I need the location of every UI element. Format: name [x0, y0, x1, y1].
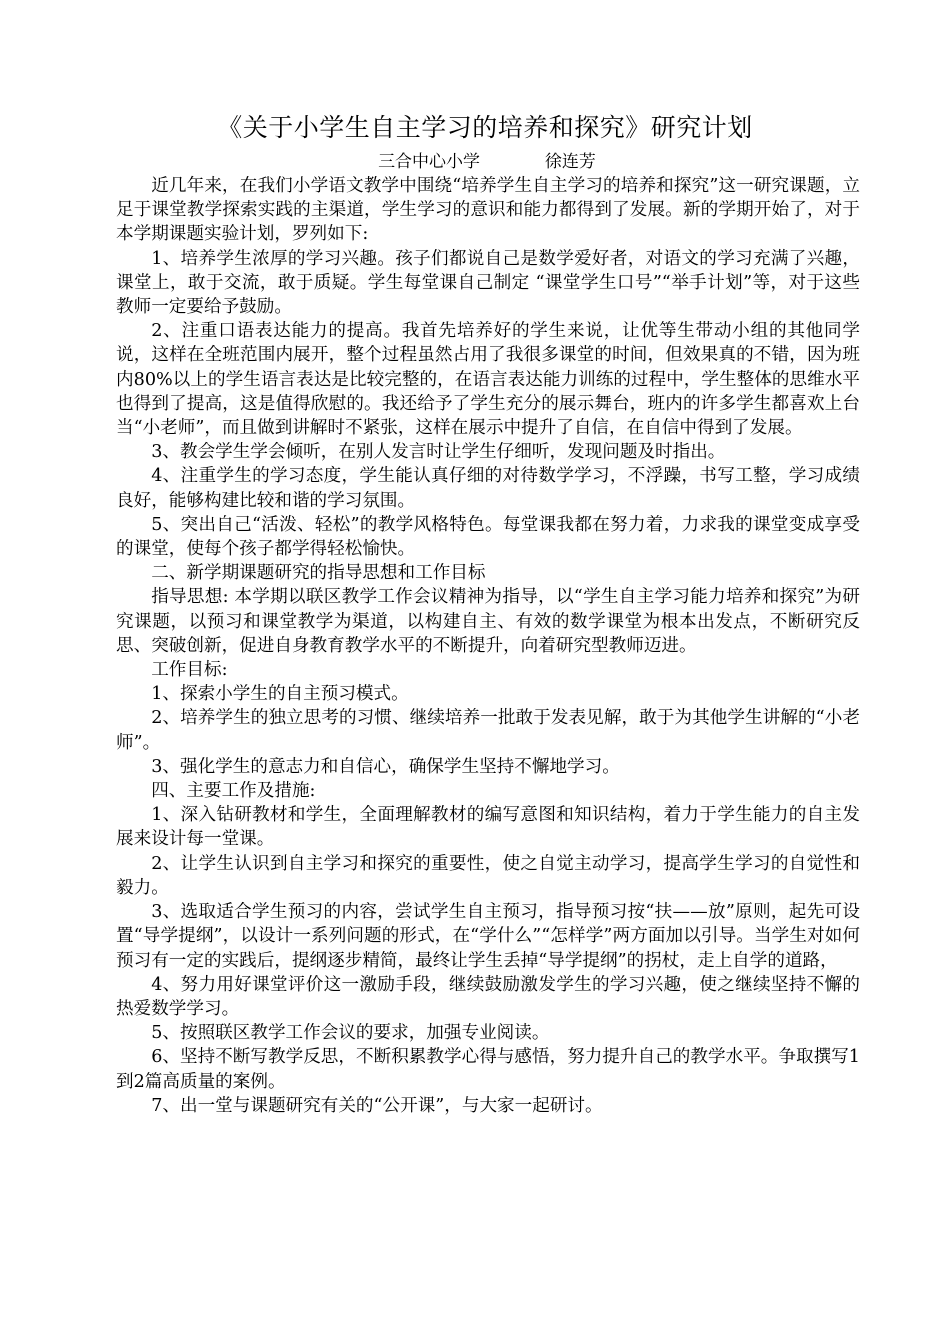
paragraph-guiding-idea: 指导思想: 本学期以联区教学工作会议精神为指导，以“学生自主学习能力培养和探究”为研究课题，以预习和课堂教学为渠道，以构建自主、有效的数学课堂为根本出发点，不断研究反思、突破创新，促进自身教育教学水平的不断提升，向着研究型教师迈进。: [116, 587, 860, 656]
measure-item-1: 1、深入钻研教材和学生，全面理解教材的编写意图和知识结构，着力于学生能力的自主发展来设计每一堂课。: [116, 805, 860, 850]
paragraph-intro: 近几年来，在我们小学语文教学中围绕“培养学生自主学习的培养和探究”这一研究课题，立足于课堂教学探索实践的主渠道，学生学习的意识和能力都得到了发展。新的学期开始了，对于本学期课题实验计划，罗列如下:: [116, 176, 860, 245]
measure-item-7: 7、出一堂与课题研究有关的“公开课”，与大家一起研讨。: [151, 1095, 603, 1116]
goal-item-3: 3、强化学生的意志力和自信心，确保学生坚持不懈地学习。: [151, 756, 620, 777]
goal-item-2: 2、培养学生的独立思考的习惯、继续培养一批敢于发表见解，敢于为其他学生讲解的“小老师”。: [116, 708, 860, 753]
measure-item-2: 2、让学生认识到自主学习和探究的重要性，使之自觉主动学习，提高学生学习的自觉性和毅力。: [116, 853, 860, 898]
measure-item-4: 4、努力用好课堂评价这一激励手段，继续鼓励激发学生的学习兴趣，使之继续坚持不懈的热爱数学学习。: [116, 974, 860, 1019]
measure-item-3: 3、选取适合学生预习的内容，尝试学生自主预习，指导预习按“扶——放”原则，起先可设置“导学提纲”，以设计一系列问题的形式，在“学什么”“怎样学”两方面加以引导。当学生对如何预习有一定的实践后，提纲逐步精简，最终让学生丢掉“导学提纲”的拐杖，走上自学的道路，: [116, 902, 860, 971]
section-heading-4: 四、主要工作及措施:: [151, 781, 316, 802]
paragraph-item-1: 1、培养学生浓厚的学习兴趣。孩子们都说自己是数学爱好者，对语文的学习充满了兴趣，课堂上，敢于交流，敢于质疑。学生每堂课自己制定 “课堂学生口号”“举手计划”等，对于这些教师一定要给予鼓励。: [116, 248, 860, 318]
document-title: 《关于小学生自主学习的培养和探究》研究计划: [217, 113, 753, 142]
paragraph-item-3: 3、教会学生学会倾听，在别人发言时让学生仔细听，发现问题及时指出。: [151, 442, 726, 463]
subheading-work-goals: 工作目标:: [151, 660, 228, 681]
goal-item-1: 1、探索小学生的自主预习模式。: [151, 684, 409, 705]
document-body: [116, 174, 860, 1118]
paragraph-item-5: 5、突出自己“活泼、轻松”的教学风格特色。每堂课我都在努力着，力求我的课堂变成享受的课堂，使每个孩子都学得轻松愉快。: [116, 514, 860, 560]
measure-item-5: 5、按照联区教学工作会议的要求，加强专业阅读。: [151, 1023, 550, 1044]
paragraph-item-4: 4、注重学生的学习态度，学生能认真仔细的对待数学学习，不浮躁，书写工整，学习成绩良好，能够构建比较和谐的学习氛围。: [116, 466, 860, 511]
measure-item-6: 6、坚持不断写教学反思，不断积累教学心得与感悟，努力提升自己的教学水平。争取撰写1到2篇高质量的案例。: [116, 1047, 860, 1092]
paragraph-item-2: 2、注重口语表达能力的提高。我首先培养好的学生来说，让优等生带动小组的其他同学说，这样在全班范围内展开，整个过程虽然占用了我很多课堂的时间，但效果真的不错，因为班内80%以上的学生语言表达是比较完整的，在语言表达能力训练的过程中，学生整体的思维水平也得到了提高，这是值得欣慰的。我还给予了学生充分的展示舞台，班内的许多学生都喜欢上台当“小老师”，而且做到讲解时不紧张，这样在展示中提升了自信，在自信中得到了发展。: [116, 321, 860, 439]
document-byline: 三合中心小学 徐连芳: [378, 152, 596, 172]
section-heading-2: 二、新学期课题研究的指导思想和工作目标: [151, 563, 486, 584]
